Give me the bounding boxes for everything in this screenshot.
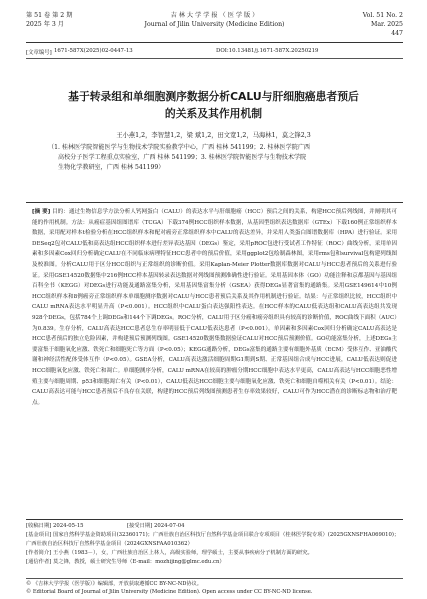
author-bio: 王小燕（1983－），女，广西壮族自治区上林人，高级实验师，理学硕士，主要从事疾病分子机制方面的研究。 — [53, 550, 313, 556]
contact-label: [通信作者] — [26, 559, 52, 565]
journal-header — [26, 12, 403, 42]
accepted-label: [接受日期] — [126, 523, 153, 529]
article-info — [26, 522, 403, 567]
volume-issue-line: 第 51 卷 第 2 期 — [26, 12, 73, 19]
affiliations — [48, 143, 391, 173]
affiliation-line: 高校分子医学工程重点实验室，广西 桂林 541199；3. 桂林医学院智能医学与生物技术学院 — [58, 154, 307, 161]
received-date: 2024-05-15 — [53, 523, 84, 529]
journal-name — [116, 12, 313, 29]
affiliation-line: 生物化学教研室，广西 桂林 541199） — [58, 164, 165, 171]
meta-divider — [26, 58, 403, 59]
doi: DOI:10.13481/j.1671-587X.20250219 — [216, 48, 319, 54]
license-en: © Editorial Board of Journal of Jilin University (Medicine Edition). Open access under CC BY-NC-ND license. — [26, 589, 313, 595]
date-line-en: Mar. 2025 — [371, 20, 403, 28]
abstract — [32, 207, 397, 408]
accepted-date: 2024-07-04 — [153, 523, 185, 529]
title-line-1: 基于转录组和单细胞测序数据分析CALU与肝细胞癌患者预后 — [68, 90, 359, 103]
abstract-label: [摘 要] — [32, 209, 51, 215]
title-line-2: 的关系及其作用机制 — [164, 107, 263, 120]
abstract-body: 目的：通过生物信息学方法分析人钙网蛋白（CALU）的表达水平与肝细胞癌（HCC）预后之间的关系，构建HCC预后列线图，并阐明其可能的作用机制。方法：从癌症基因组图谱库（TCGA）下载374例HCC组织样本数据，从基因型组织表达数据库（GTEx）下载160例正常组织样本数据，采用配对样本t检验分析在HCC组织样本和配对癌旁正常组织样本中CALU的表达差异，并采用人类蛋白图谱数据库（HPA）进行验证。采用DESeq2包对CALU低和高表达组HCC组织样本进行差异表达基因（DEGs）鉴定，采用pROC包进行受试者工作特征（ROC）曲线分析，采用单因素和多因素Cox回归分析确定CALU在不同临床病理特征HCC患者中的预后价值，采用ggplot2包绘制森林图，采用rms包和survival包构建列线图及校准图。分析CALU用于区分HCC组织与正常组织的诊断价值。采用Kaplan-Meier Plotter数据库数据对CALU与HCC患者预后的关系进行验证。采用GSE14520数据集中216例HCC样本基因转录表达数据对列线图预测准确性进行验证。采用基因本体（GO）功能注释和京都基因与基因组百科全书（KEGG）对DEGs进行功能及通路富集分析，采用基因集富集分析（GSEA）获得DEGs显著富集的通路集。采用GSE149614中10例HCC组织样本和8例癌旁正常组织样本单细胞测序数据对CALU与HCC患者预后关系及其作用机制进行验证。结果：与正常组织比较，HCC组织中CALU mRNA表达水平明显升高（P<0.001）。HCC组织中CALU蛋白表达强阳性表达。在HCC样本的CALU低表达组和CALU高表达组共发现928个DEGs，包括784个上调DEGs和144个下调DEGs。ROC分析，CALU用于区分癌和癌旁组织具有较高的诊断价值，ROC曲线下面积（AUC）为0.839。生存分析，CALU高表达HCC患者总生存率明显低于CALU低表达患者（P<0.001）。单因素和多因素Cox回归分析确定CALU高表达是HCC患者预后的独立危险因素，并构建预后预测列线图。GSE14520数据集数据验证CALU对HCC预后预测价值。GO功能富集分析，上述DEGs主要富集于细胞氧化应激、铁死亡和细胞死亡等方面（P<0.05）；KEGG通路分析，DEGs富集的通路主要有细胞外基质（ECM）受体互作、亚油酸代谢和神经活性配体受体互作（P<0.05）。GSEA分析，CALU高表达激活细胞周期G1期到S期、正常基因组合成与HCC进展，CALU低表达则促进HCC细胞氧化应激、铁死亡和凋亡。单细胞测序分析，CALU mRNA在较高的肿瘤分期HCC细胞中表达水平更高，CALU高表达与HCC细胞恶性增殖主要与细胞周期、p53和细胞凋亡有关（P<0.01），CALU低表达HCC细胞主要与细胞氧化应激、铁死亡和细胞自噬相关有关（P<0.01）。结论：CALU高表达可能与HCC患者预后不良存在关联，构建的HCC预后列线图预测患者生存率效果较好，CALU可作为HCC潜在的诊断标志物和治疗靶点。 — [32, 209, 398, 406]
fund-row — [26, 531, 403, 549]
fund-text: 国家自然科学基金资助项目(32360171)；广西壮族自治区科技厅自然科学基金项目联合专项项目（桂林医学院专项）(2025GXNSFHA069010)；广西壮族自治区科技厅自然科学基金项目（2024GXNSFAA010362） — [26, 532, 400, 547]
license-footer — [26, 580, 403, 596]
contact-row — [26, 558, 403, 567]
journal-name-en: Journal of Jilin University (Medicine Edition) — [144, 20, 285, 28]
footer-divider — [26, 578, 403, 579]
article-title — [30, 88, 397, 122]
author-list: 王小燕1,2，李智慧1,2，梁 斌1,2，田文宽1,2，马海林1，莫之锋2,3 — [116, 132, 311, 139]
article-meta — [26, 48, 403, 58]
article-no-label: [文章编号] — [26, 50, 52, 56]
dates-row — [26, 522, 403, 531]
author-bio-row — [26, 549, 403, 558]
license-zh: © 《吉林大学学报（医学版）》编辑部，开放获取遵循CC BY-NC-ND协议。 — [26, 581, 202, 587]
contact-text: 莫之锋，教授，硕士研究生导师（E-mail：mozhijing@glmc.edu.cn） — [53, 559, 225, 565]
affiliation-line: （1. 桂林医学院智能医学与生物技术学院实验教学中心，广西 桂林 541199；2. 桂林医学院广西 — [48, 144, 311, 151]
volume-issue-zh — [26, 12, 72, 29]
received-label: [收稿日期] — [26, 523, 52, 529]
page-number: 447 — [391, 30, 403, 37]
journal-name-zh: 吉 林 大 学 学 报 （ 医 学 版 ） — [170, 12, 259, 19]
date-line-zh: 2025 年 3 月 — [26, 20, 64, 28]
fund-label: [基金项目] — [26, 532, 52, 538]
author-bio-label: [作者简介] — [26, 550, 52, 556]
volume-issue-en — [363, 12, 403, 29]
article-no: 1671-587X(2025)02-0447-13 — [54, 48, 133, 54]
header-divider — [26, 42, 403, 43]
vol-no-line: Vol. 51 No. 2 — [362, 12, 403, 19]
